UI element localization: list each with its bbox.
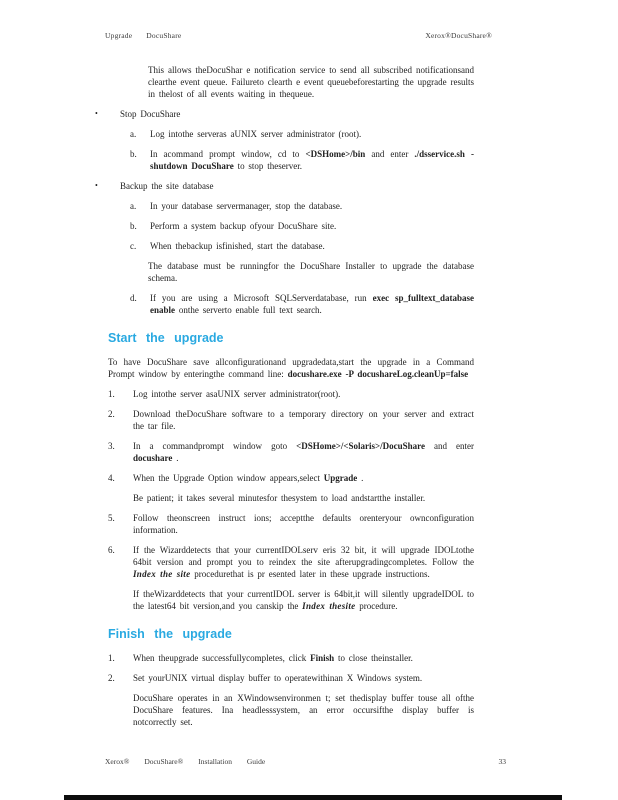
scanned-page-edge-bar (64, 795, 562, 800)
italic-text-segment: Index the site (133, 569, 191, 579)
list-item-text (120, 180, 474, 192)
italic-text-segment: Index thesite (302, 601, 356, 611)
text-segment: Be patient; it takes several minutesfor thesystem to load andstartthe installer. (133, 493, 426, 503)
text-segment: Perform a system backup ofyour DocuShare site. (150, 221, 337, 231)
numbered-list-item (108, 652, 474, 664)
text-segment: Log intothe server asaUNIX server administrator(root). (133, 389, 341, 399)
page-footer (105, 757, 506, 766)
paragraph (133, 588, 474, 612)
paragraph (108, 356, 474, 380)
text-segment: In your database servermanager, stop the database. (150, 201, 343, 211)
paragraph (133, 492, 474, 504)
paragraph (148, 64, 474, 100)
lettered-list-item (130, 148, 474, 172)
header-product-title: Xerox®DocuShare® (425, 31, 492, 40)
paragraph (133, 692, 474, 728)
list-item-text (133, 388, 474, 400)
lettered-list-item (130, 292, 474, 316)
text-segment: The database must be runningfor the DocuShare Installer to upgrade the database schema. (148, 261, 474, 283)
list-item-text (133, 544, 474, 580)
page-header (105, 31, 492, 40)
list-marker: 2. (108, 409, 115, 419)
text-segment: In a commandprompt window goto (133, 441, 297, 451)
lettered-list-item (130, 200, 474, 212)
list-marker: 4. (108, 473, 115, 483)
list-marker: 3. (108, 441, 115, 451)
list-item-text (150, 220, 474, 232)
bold-text-segment: Finish (310, 653, 335, 663)
list-item-text (133, 512, 474, 536)
text-segment: Follow theonscreen instruct ions; acceptthe defaults orenteryour ownconfiguration information. (133, 513, 474, 535)
list-item-text (133, 472, 474, 484)
text-segment: When thebackup isfinished, start the database. (150, 241, 325, 251)
list-item-text (150, 128, 474, 140)
list-marker: a. (130, 201, 137, 211)
section-heading-finish-the-upgrade (108, 627, 474, 641)
bullet-list-item (95, 180, 474, 192)
list-marker: b. (130, 221, 137, 231)
text-segment: Finish the upgrade (108, 627, 232, 641)
text-segment: and enter (365, 149, 415, 159)
text-segment: procedure. (355, 601, 398, 611)
list-item-text (133, 672, 474, 684)
lettered-list-item (130, 128, 474, 140)
list-item-text (150, 240, 474, 252)
footer-document-title: Xerox® DocuShare® Installation Guide (105, 757, 266, 766)
text-segment: In acommand prompt window, cd to (150, 149, 306, 159)
bold-text-segment: docushare.exe -P docushareLog.cleanUp=false (287, 369, 469, 379)
text-segment: If you are using a Microsoft SQLServerdatabase, run (150, 293, 373, 303)
list-marker: a. (130, 129, 137, 139)
text-segment: procedurethat is pr esented later in these upgrade instructions. (190, 569, 430, 579)
numbered-list-item (108, 388, 474, 400)
list-marker: 1. (108, 653, 115, 663)
page-number: 33 (498, 757, 506, 766)
list-item-text (150, 148, 474, 172)
text-segment: Stop DocuShare (120, 109, 181, 119)
document-body (95, 64, 474, 736)
list-marker: 5. (108, 513, 115, 523)
list-marker: • (95, 181, 98, 190)
list-item-text (133, 440, 474, 464)
header-section-title: Upgrade DocuShare (105, 31, 182, 40)
numbered-list-item (108, 544, 474, 580)
text-segment: Log intothe serveras aUNIX server administrator (root). (150, 129, 362, 139)
bold-text-segment: ./dsservice.sh -shutdown DocuShare (150, 149, 474, 171)
bold-text-segment: exec sp_fulltext_database enable (150, 293, 474, 315)
list-marker: 2. (108, 673, 115, 683)
text-segment: This allows theDocuShar e notification service to send all subscribed notificationsand clearthe event queue. Failureto clearth e event queuebeforestarting the upgrade results in thelost of all events waiting in thequeue. (148, 65, 474, 99)
bold-text-segment: Upgrade (323, 473, 358, 483)
lettered-list-item (130, 220, 474, 232)
text-segment: . (172, 453, 179, 463)
bold-text-segment: docushare (133, 453, 173, 463)
text-segment: Backup the site database (120, 181, 214, 191)
text-segment: onthe serverto enable full text search. (175, 305, 322, 315)
text-segment: Start the upgrade (108, 331, 224, 345)
text-segment: . (357, 473, 364, 483)
paragraph (148, 260, 474, 284)
list-marker: b. (130, 149, 137, 159)
text-segment: When theupgrade successfullycompletes, click (133, 653, 311, 663)
list-marker: • (95, 109, 98, 118)
list-marker: 6. (108, 545, 115, 555)
text-segment: to stop theserver. (233, 161, 303, 171)
list-item-text (120, 108, 474, 120)
text-segment: If the Wizarddetects that your currentIDOLserv eris 32 bit, it will upgrade IDOLtothe 64bit version and prompt you to reindex the site afterupgradingcompletes. Follow the (133, 545, 474, 567)
text-segment: DocuShare operates in an XWindowsenvironmen t; set thedisplay buffer touse all ofthe DocuShare features. Ina headlesssystem, an error occursifthe display buffer is notcorrectly set. (133, 693, 474, 727)
numbered-list-item (108, 472, 474, 484)
text-segment: When the Upgrade Option window appears,select (133, 473, 324, 483)
bold-text-segment: <DSHome>/bin (305, 149, 366, 159)
list-item-text (150, 200, 474, 212)
numbered-list-item (108, 672, 474, 684)
lettered-list-item (130, 240, 474, 252)
numbered-list-item (108, 512, 474, 536)
text-segment: If theWizarddetects that your currentIDOL server is 64bit,it will silently upgradeIDOL to the latest64 bit version,and you canskip the (133, 589, 474, 611)
text-segment: Download theDocuShare software to a temporary directory on your server and extract the tar file. (133, 409, 474, 431)
numbered-list-item (108, 408, 474, 432)
list-item-text (133, 408, 474, 432)
text-segment: Set yourUNIX virtual display buffer to operatewithinan X Windows system. (133, 673, 423, 683)
list-item-text (133, 652, 474, 664)
section-heading-start-the-upgrade (108, 331, 474, 345)
text-segment: To have DocuShare save allconfigurationand upgradedata,start the upgrade in a Command Prompt window by enteringthe command line: (108, 357, 474, 379)
bold-text-segment: <DSHome>/<Solaris>/DocuShare (296, 441, 425, 451)
list-marker: d. (130, 293, 137, 303)
text-segment: to close theinstaller. (334, 653, 413, 663)
numbered-list-item (108, 440, 474, 464)
bullet-list-item (95, 108, 474, 120)
list-marker: 1. (108, 389, 115, 399)
list-marker: c. (130, 241, 137, 251)
text-segment: and enter (424, 441, 474, 451)
list-item-text (150, 292, 474, 316)
